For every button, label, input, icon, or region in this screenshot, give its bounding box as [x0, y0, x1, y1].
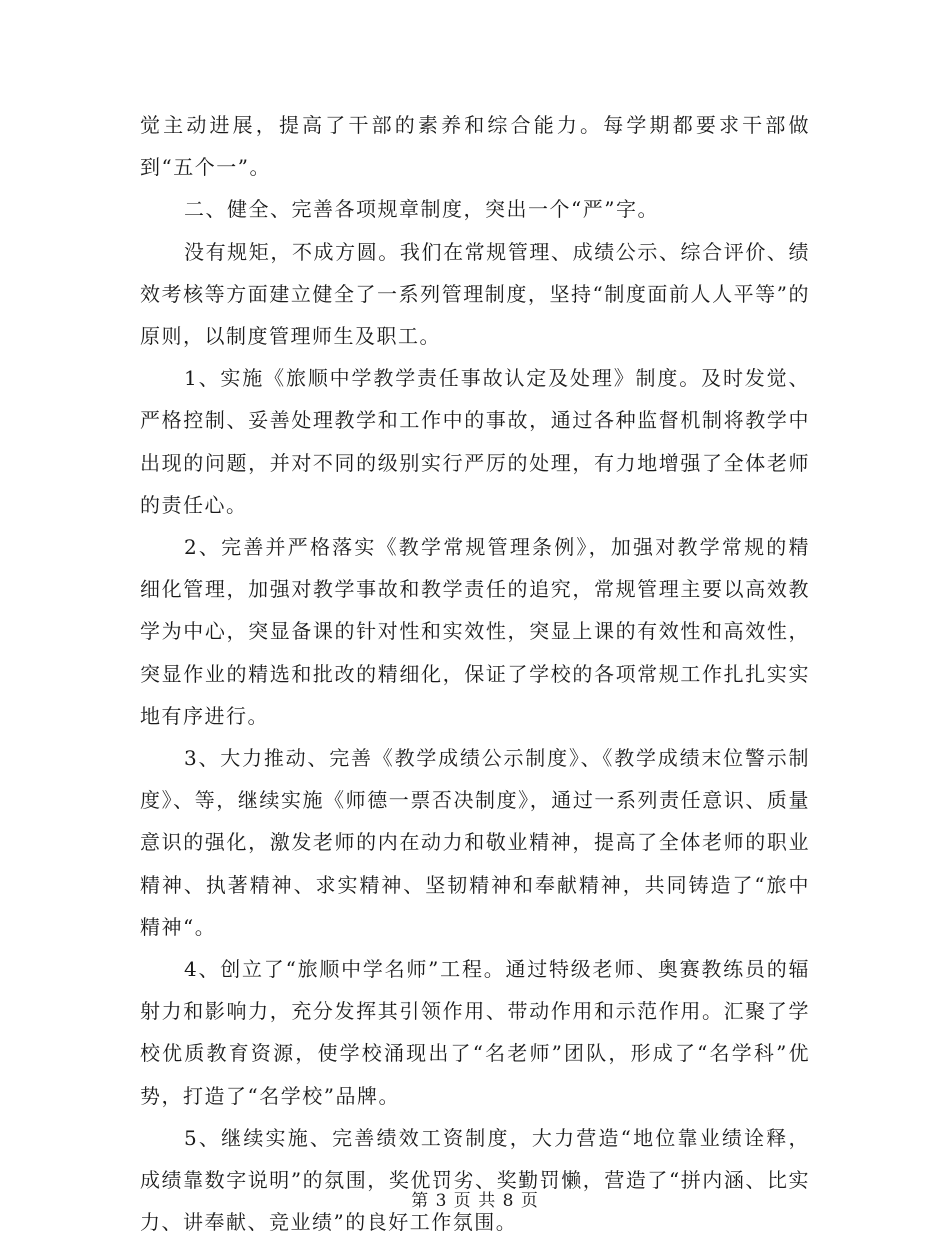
list-item: 3、大力推动、完善《教学成绩公示制度》、《教学成绩末位警示制度》、等，继续实施《师德一票否决制度》，通过一系列责任意识、质量意识的强化，激发老师的内在动力和敬业精神，提高了全体老师的职业精神、执著精神、求实精神、坚韧精神和奉献精神，共同铸造了“旅中精神“。: [140, 746, 810, 939]
list-item: 2、完善并严格落实《教学常规管理条例》，加强对教学常规的精细化管理，加强对教学事故和教学责任的追究，常规管理主要以高效教学为中心，突显备课的针对性和实效性，突显上课的有效性和高效性，突显作业的精选和批改的精细化，保证了学校的各项常规工作扎扎实实地有序进行。: [140, 535, 810, 728]
list-item: 5、继续实施、完善绩效工资制度，大力营造“地位靠业绩诠释，成绩靠数字说明”的氛围，奖优罚劣、奖勤罚懒，营造了“拼内涵、比实力、讲奉献、竞业绩”的良好工作氛围。: [140, 1125, 810, 1235]
section-heading: 二、健全、完善各项规章制度，突出一个“严”字。: [184, 197, 659, 222]
document-body: [140, 104, 810, 1243]
list-item: 4、创立了“旅顺中学名师”工程。通过特级老师、奥赛教练员的辐射力和影响力，充分发挥其引领作用、带动作用和示范作用。汇聚了学校优质教育资源，使学校涌现出了“名老师”团队，形成了“名学科”优势，打造了“名学校”品牌。: [140, 957, 810, 1108]
page-number: 第 3 页 共 8 页: [411, 1191, 539, 1211]
paragraph: 没有规矩，不成方圆。我们在常规管理、成绩公示、综合评价、绩效考核等方面建立健全了一系列管理制度，坚持“制度面前人人平等”的原则，以制度管理师生及职工。: [140, 239, 810, 349]
list-item: 1、实施《旅顺中学教学责任事故认定及处理》制度。及时发觉、严格控制、妥善处理教学和工作中的事故，通过各种监督机制将教学中出现的问题，并对不同的级别实行严厉的处理，有力地增强了全体老师的责任心。: [140, 366, 810, 517]
paragraph-continuation: 觉主动进展，提高了干部的素养和综合能力。每学期都要求干部做到“五个一”。: [140, 113, 810, 180]
